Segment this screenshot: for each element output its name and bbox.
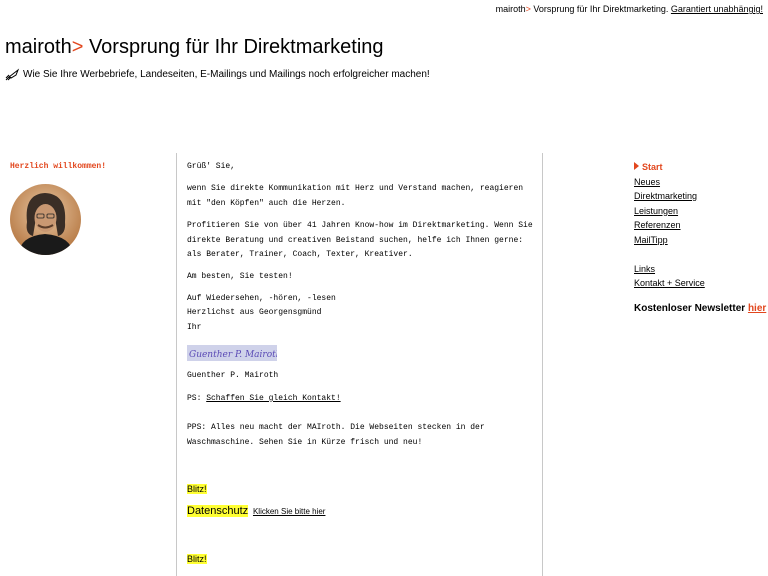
avatar xyxy=(10,184,81,255)
datenschutz-row xyxy=(187,504,537,521)
title-arrow: > xyxy=(71,36,84,58)
contact-link[interactable]: Schaffen Sie gleich Kontakt! xyxy=(206,394,341,403)
nav-item-links[interactable]: Links xyxy=(634,263,656,274)
nav-item-label: Start xyxy=(642,162,663,172)
datenschutz-link[interactable]: Klicken Sie bitte hier xyxy=(252,507,326,516)
ps-prefix: PS: xyxy=(187,394,207,403)
closing-line-1: Auf Wiedersehen, -hören, -lesen xyxy=(187,294,336,303)
closing-line-2: Herzlichst aus Georgensgmünd xyxy=(187,308,322,317)
greeting: Grüß' Sie, xyxy=(187,162,236,171)
main-navigation xyxy=(634,160,705,291)
postscript xyxy=(187,392,537,407)
tagline-brand: mairoth xyxy=(495,4,526,14)
page-title xyxy=(5,36,384,59)
closing-line-3: Ihr xyxy=(187,323,202,332)
welcome-text: Herzlich willkommen! xyxy=(10,162,107,171)
column-divider-left xyxy=(176,153,177,576)
svg-text:Guenther P. Mairoth: Guenther P. Mairoth xyxy=(189,350,277,360)
subtitle-text: Wie Sie Ihre Werbebriefe, Landeseiten, E-Mailings und Mailings noch erfolgreicher machen! xyxy=(23,69,430,80)
blitz-1 xyxy=(187,482,537,499)
paragraph-2: Profitieren Sie von über 41 Jahren Know-how im Direktmarketing. Wenn Sie direkte Beratung und creativen Beistand suchen, helfe ich Ihnen gerne: als Berater, Trainer, Coach, Texter, Kreativer. xyxy=(187,221,533,259)
paragraph-3: Am besten, Sie testen! xyxy=(187,272,293,281)
portrait-image xyxy=(10,184,81,255)
signature-image xyxy=(187,345,277,361)
nav-item-start[interactable] xyxy=(634,160,705,175)
tagline-link[interactable]: Garantiert unabhängig! xyxy=(670,4,763,14)
nav-item-direktmarketing[interactable]: Direktmarketing xyxy=(634,191,698,201)
blitz-2 xyxy=(187,552,537,569)
tagline-arrow: > xyxy=(525,4,531,14)
blitz-1-label: Blitz! xyxy=(187,484,207,494)
nav-item-neues[interactable]: Neues xyxy=(634,176,661,187)
title-text: Vorsprung für Ihr Direktmarketing xyxy=(83,36,384,58)
rocket-icon xyxy=(5,68,20,81)
tagline-text: Vorsprung für Ihr Direktmarketing. xyxy=(530,4,671,14)
datenschutz-label: Datenschutz xyxy=(187,505,249,517)
triangle-right-icon xyxy=(634,162,639,170)
nav-item-mailtipp[interactable]: MailTipp xyxy=(634,234,668,245)
column-divider-right xyxy=(542,153,543,576)
blitz-2-label: Blitz! xyxy=(187,554,207,564)
nav-item-kontakt-service[interactable]: Kontakt + Service xyxy=(634,278,705,288)
subtitle xyxy=(5,68,430,81)
title-brand: mairoth xyxy=(5,36,72,58)
post-postscript: PPS: Alles neu macht der MAIroth. Die Webseiten stecken in der Waschmaschine. Sehen Sie in Kürze frisch und neu! xyxy=(187,423,485,447)
author-name: Guenther P. Mairoth xyxy=(187,371,279,380)
newsletter-text: Kostenloser Newsletter xyxy=(634,303,748,314)
nav-spacer xyxy=(634,247,705,262)
nav-item-referenzen[interactable]: Referenzen xyxy=(634,220,681,230)
paragraph-1: wenn Sie direkte Kommunikation mit Herz und Verstand machen, reagieren mit "den Köpfen" auch die Herzen. xyxy=(187,184,524,208)
newsletter-link[interactable]: hier xyxy=(747,303,767,314)
handwritten-signature xyxy=(187,345,277,361)
nav-item-leistungen[interactable]: Leistungen xyxy=(634,205,679,216)
top-tagline xyxy=(496,4,763,14)
left-sidebar xyxy=(0,153,176,576)
newsletter-promo xyxy=(634,303,766,314)
